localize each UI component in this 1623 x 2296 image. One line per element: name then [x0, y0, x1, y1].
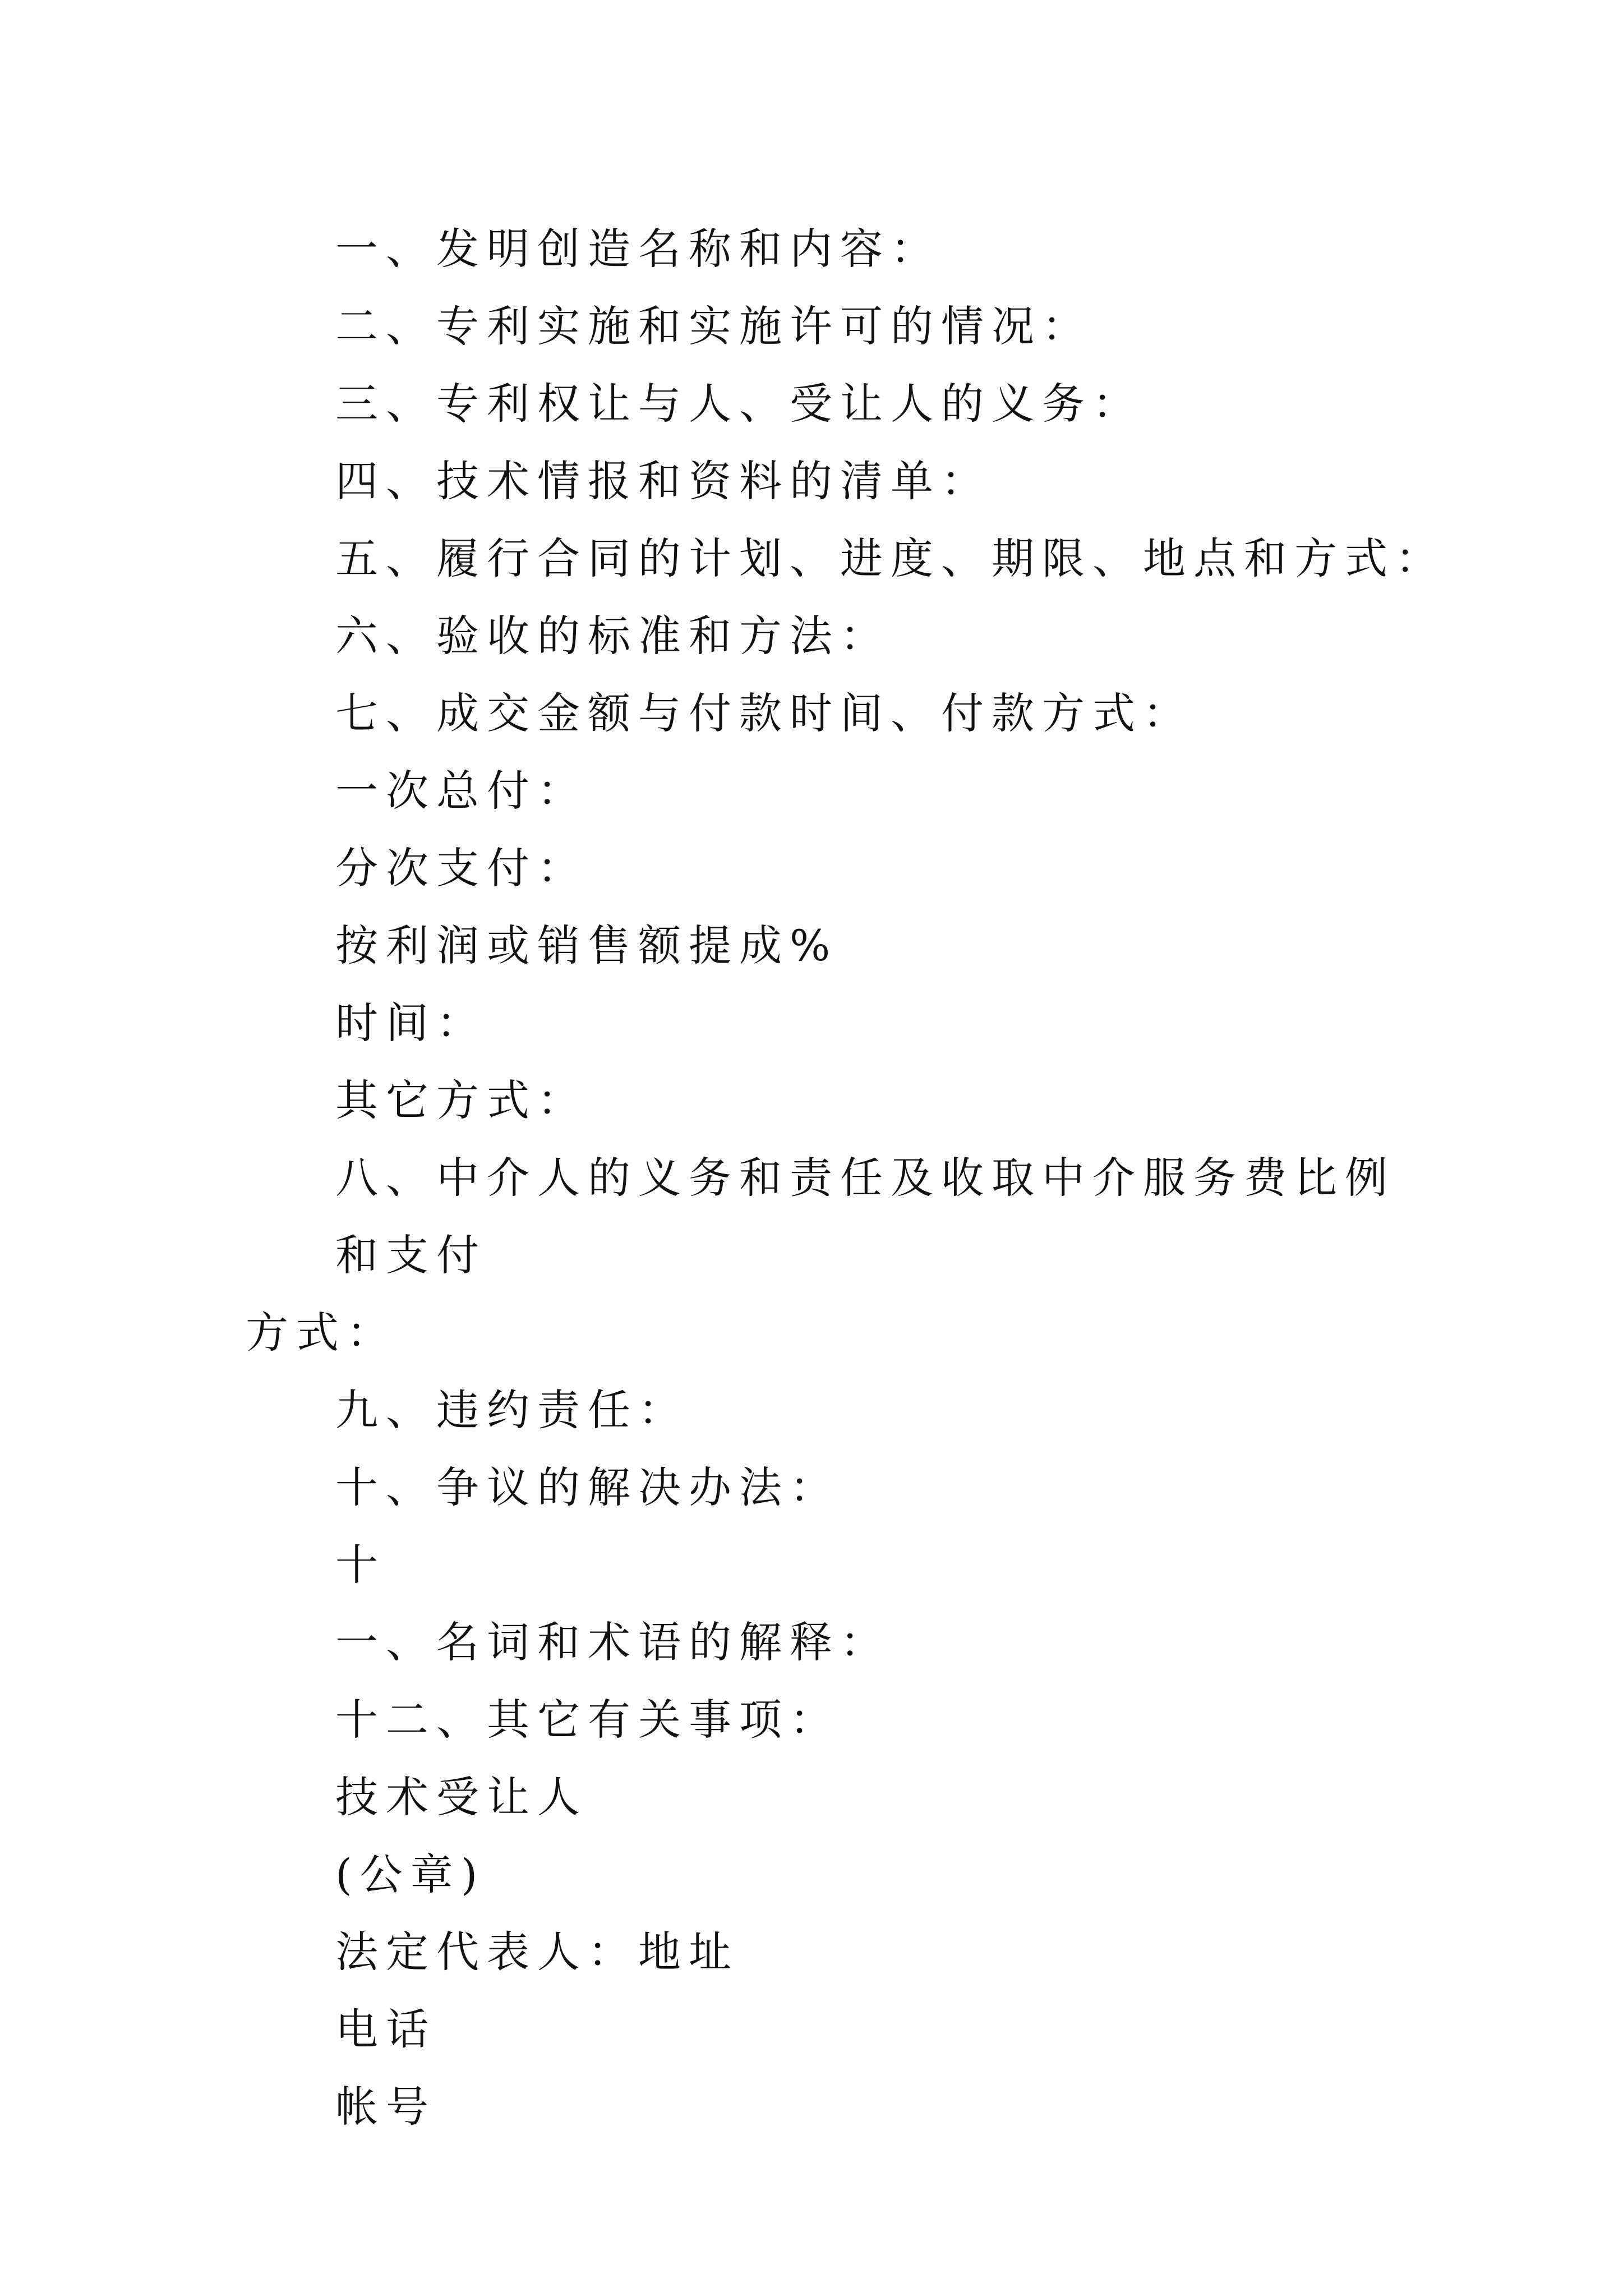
clause-6: 六、验收的标准和方法： — [335, 611, 891, 661]
clause-8-line-1: 八、中介人的义务和责任及收取中介服务费比例和支付 — [335, 1153, 1395, 1280]
clause-12: 十二、其它有关事项： — [335, 1695, 840, 1745]
clause-8-line-2: 方式： — [246, 1308, 397, 1358]
clause-11-number: 十 — [335, 1540, 386, 1590]
clause-10: 十、争议的解决办法： — [335, 1462, 840, 1512]
signature-seal: (公章) — [335, 1849, 486, 1899]
signature-party: 技术受让人 — [335, 1772, 588, 1822]
clause-7: 七、成交金额与付款时间、付款方式： — [335, 688, 1193, 738]
clause-3: 三、专利权让与人、受让人的义务： — [335, 379, 1143, 429]
payment-time: 时间： — [335, 998, 487, 1048]
payment-installments: 分次支付： — [335, 843, 588, 893]
clause-4: 四、技术情报和资料的清单： — [335, 456, 992, 506]
clause-8 — [246, 1139, 1401, 1372]
payment-royalty: 按利润或销售额提成% — [335, 921, 838, 970]
clause-2: 二、专利实施和实施许可的情况： — [335, 301, 1092, 351]
signature-phone: 电话 — [335, 2004, 436, 2054]
payment-other: 其它方式： — [335, 1075, 588, 1125]
signature-representative-address: 法定代表人：地址 — [335, 1927, 739, 1977]
document-body — [246, 210, 1446, 2146]
payment-lump-sum: 一次总付： — [335, 766, 588, 816]
clause-5: 五、履行合同的计划、进度、期限、地点和方式： — [335, 533, 1446, 583]
clause-11: 一、名词和术语的解释： — [335, 1617, 891, 1667]
clause-1: 一、发明创造名称和内容： — [335, 224, 941, 274]
clause-9: 九、违约责任： — [335, 1385, 689, 1435]
signature-account: 帐号 — [335, 2082, 436, 2132]
